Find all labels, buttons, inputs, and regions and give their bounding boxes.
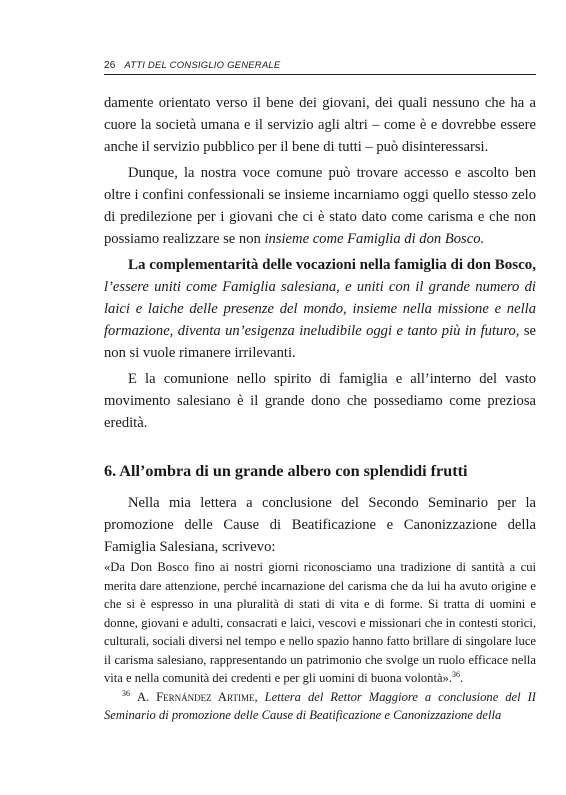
running-head bbox=[104, 60, 536, 71]
paragraph-3 bbox=[104, 254, 536, 364]
footnote-ref: 36 bbox=[451, 669, 460, 679]
paragraph-3-italic: l’essere uniti come Famiglia salesiana, e uniti con il grande numero di laici e laiche delle presenze del mondo, insieme nella missione e nella formazione, diventa un’esigenza ineludibile oggi e tanto più in futuro, bbox=[104, 279, 536, 339]
paragraph-2 bbox=[104, 162, 536, 250]
page-number: 26 bbox=[104, 60, 116, 71]
section-intro: Nella mia lettera a conclusione del Secondo Seminario per la promozione delle Cause di Beatificazione e Canonizzazione della Famiglia Salesiana, scrivevo: bbox=[104, 495, 536, 555]
footnote-text: Lettera del Rettor Maggiore a conclusione del II Seminario di promozione delle Cause di Beatificazione e Canonizzazione della bbox=[104, 689, 536, 722]
block-quote-text: «Da Don Bosco fino ai nostri giorni riconosciamo una tradizione di santità a cui merita dare attenzione, perché incarnazione del carisma che da lui ha avuto origine e che si è espresso in una pluralità di stati di vita e di forme. Si tratta di uomini e donne, giovani e adulti, consacrati e laici, vescovi e missionari che in contesti storici, culturali, sociali diversi nel tempo e nello spazio hanno fatto brillare di singolare luce il carisma salesiano, rappresentando un patrimonio che svolge un ruolo efficace nella vita e nella comunità dei credenti e per gli uomini di buona volontà». bbox=[104, 560, 536, 685]
paragraph-2-text: Dunque, la nostra voce comune può trovare accesso e ascolto ben oltre i confini confessionali se insieme incarniamo oggi quello stesso zelo di predilezione per i giovani che ci è stato dato come carisma e che non possiamo realizzare se non bbox=[104, 165, 536, 247]
footnote-number: 36 bbox=[122, 688, 130, 698]
running-head-title: ATTI DEL CONSIGLIO GENERALE bbox=[124, 60, 281, 71]
footnote-author: A. Fernández Artime, bbox=[136, 689, 258, 704]
header-rule bbox=[104, 74, 536, 75]
paragraph-3-end: se non si vuole rimanere irrilevanti. bbox=[104, 323, 537, 361]
paragraph-1: damente orientato verso il bene dei giovani, dei quali nessuno che ha a cuore la società umana e il servizio agli altri – come è e dovrebbe essere anche il servizio pubblico per il bene di tutti – può disinteressarsi. bbox=[104, 95, 536, 155]
paragraph-2-italic: insieme come Famiglia di don Bosco. bbox=[264, 231, 485, 247]
page-body bbox=[104, 92, 536, 725]
footnote bbox=[104, 688, 536, 725]
section-heading: 6. All’ombra di un grande albero con splendidi frutti bbox=[104, 462, 468, 480]
paragraph-3-bold-lead: La complementarità delle vocazioni nella famiglia di don Bosco, bbox=[128, 257, 536, 273]
paragraph-4: E la comunione nello spirito di famiglia e all’interno del vasto movimento salesiano è il grande dono che possediamo come preziosa eredità. bbox=[104, 371, 536, 431]
block-quote: «Da Don Bosco fino ai nostri giorni riconosciamo una tradizione di santità a cui merita dare attenzione, perché incarnazione del carisma che da lui ha avuto origine e che si è espresso in una pluralità di stati di vita e di forme. Si tratta di uomini e donne, giovani e adulti, consacrati e laici, vescovi e missionari che in contesti storici, culturali, sociali diversi nel tempo e nello spazio hanno fatto brillare di singolare luce il carisma salesiano, rappresentando un patrimonio che svolge un ruolo efficace nella vita e nella comunità dei credenti e per gli uomini di buona volontà».$^{36}$. bbox=[104, 560, 536, 685]
